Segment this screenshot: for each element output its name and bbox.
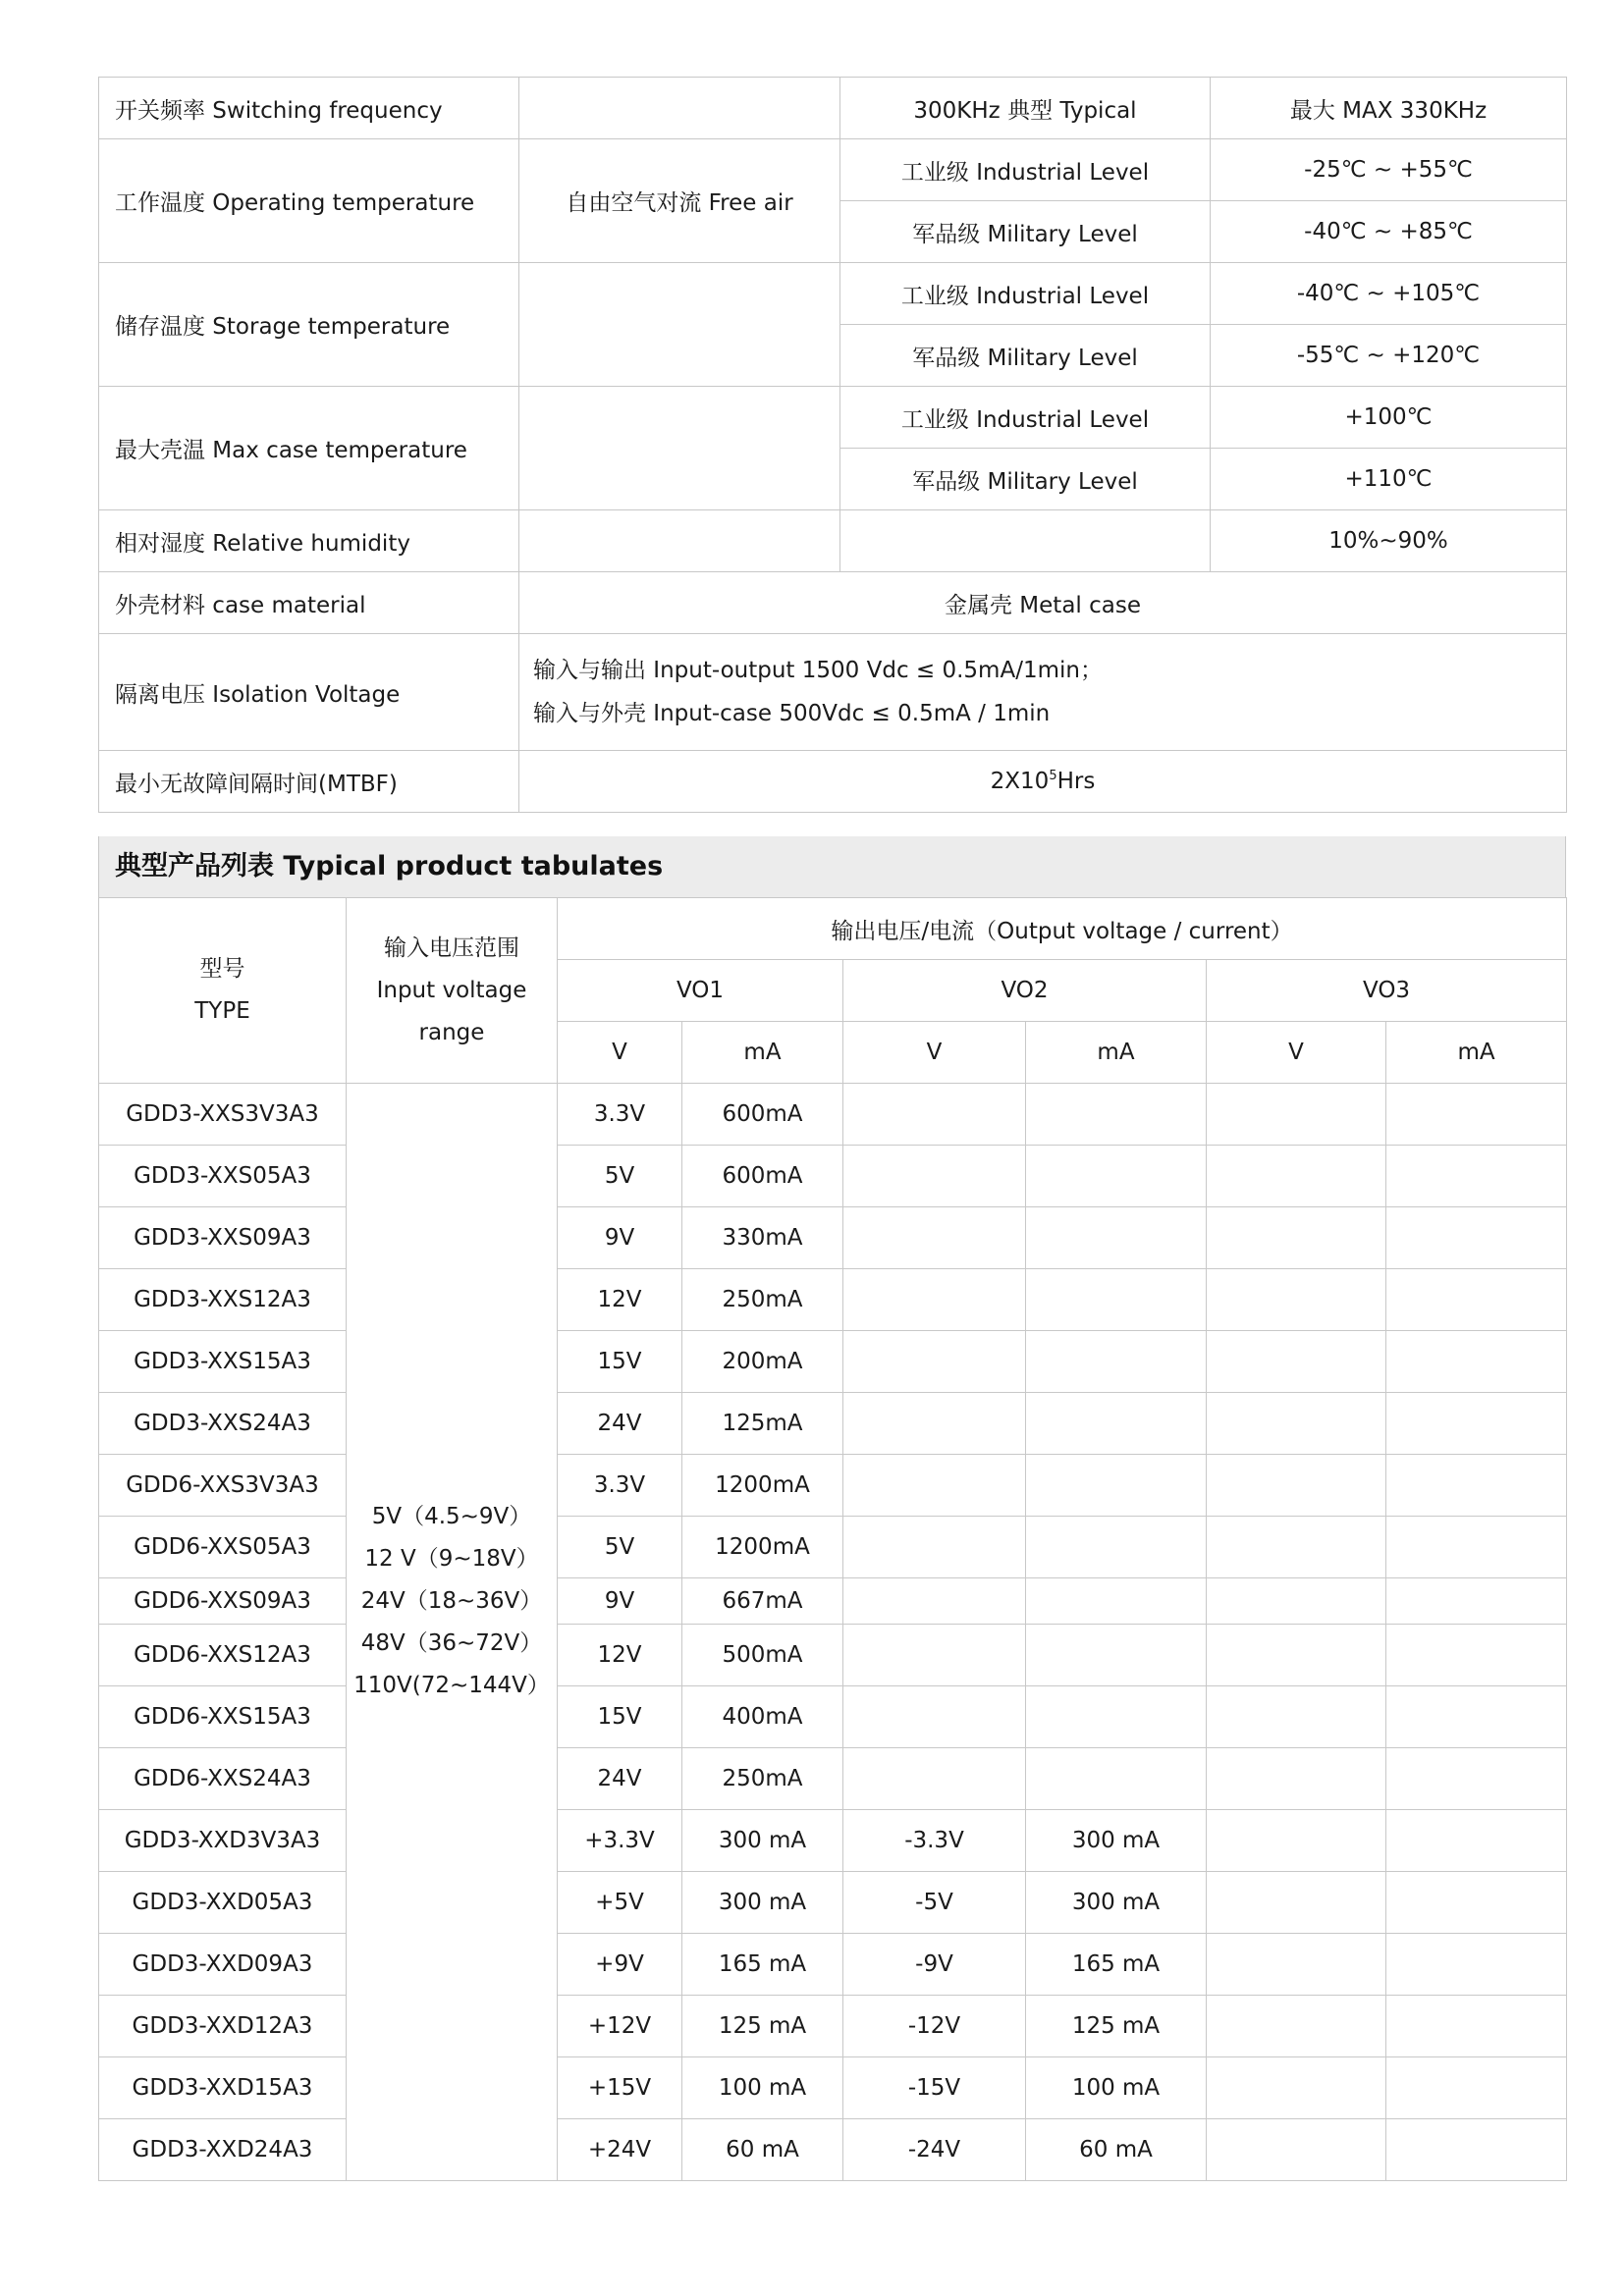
spec-value: -25℃ ~ +55℃ [1211,139,1567,201]
spec-row-operating-temperature [99,139,1567,201]
cell-vo1-ma: 125mA [682,1393,843,1455]
model-type: GDD3-XXD15A3 [99,2057,347,2119]
cell-vo2-v: -3.3V [843,1810,1026,1872]
spec-grade: 军品级 Military Level [840,449,1211,510]
spec-value: -40℃ ~ +105℃ [1211,263,1567,325]
cell-vo3-v [1207,1934,1386,1996]
header-vo2-v: V [843,1022,1026,1084]
cell-vo1-v: 15V [558,1686,682,1748]
cell-vo1-ma: 1200mA [682,1455,843,1517]
table-row [99,1084,1567,1146]
spec-max: 最大 MAX 330KHz [1211,78,1567,139]
spec-empty-cell [519,387,840,510]
cell-vo3-ma [1386,1625,1567,1686]
spec-table [98,77,1567,813]
spec-label: 开关频率 Switching frequency [99,78,519,139]
spec-mtbf-value [519,751,1567,813]
cell-vo2-ma [1026,1686,1207,1748]
cell-vo1-ma: 125 mA [682,1996,843,2057]
model-type: GDD6-XXS24A3 [99,1748,347,1810]
mtbf-base: 2X10 [990,769,1050,794]
spec-row-case-material [99,572,1567,634]
spec-grade: 工业级 Industrial Level [840,139,1211,201]
cell-vo1-v: 9V [558,1578,682,1625]
cell-vo3-ma [1386,1269,1567,1331]
header-vo2-ma: mA [1026,1022,1207,1084]
table-row [99,1748,1567,1810]
cell-vo1-v: +9V [558,1934,682,1996]
cell-vo3-ma [1386,1517,1567,1578]
header-vo1-v: V [558,1022,682,1084]
spec-label: 最大壳温 Max case temperature [99,387,519,510]
cell-vo2-ma [1026,1748,1207,1810]
cell-vo1-ma: 100 mA [682,2057,843,2119]
spec-grade: 工业级 Industrial Level [840,263,1211,325]
cell-vo2-v: -15V [843,2057,1026,2119]
cell-vo2-ma [1026,1455,1207,1517]
spec-label: 储存温度 Storage temperature [99,263,519,387]
spec-isolation-value [519,634,1567,751]
model-type: GDD3-XXS09A3 [99,1207,347,1269]
cell-vo2-v [843,1331,1026,1393]
cell-vo2-v [843,1517,1026,1578]
cell-vo3-v [1207,1996,1386,2057]
cell-vo2-ma: 125 mA [1026,1996,1207,2057]
cell-vo3-v [1207,1625,1386,1686]
table-row [99,1934,1567,1996]
input-range-item: 5V（4.5~9V） [371,1504,532,1529]
cell-vo3-ma [1386,2119,1567,2181]
cell-vo1-v: 5V [558,1517,682,1578]
table-row [99,1810,1567,1872]
cell-vo3-ma [1386,1207,1567,1269]
spec-condition: 自由空气对流 Free air [519,139,840,263]
spec-empty-cell [519,263,840,387]
spec-empty-cell [519,78,840,139]
cell-vo2-ma: 300 mA [1026,1810,1207,1872]
spec-grade: 工业级 Industrial Level [840,387,1211,449]
section-heading: 典型产品列表 Typical product tabulates [98,836,1566,897]
cell-vo1-ma: 250mA [682,1269,843,1331]
input-range-item: 24V（18~36V） [360,1588,543,1614]
spec-value: +110℃ [1211,449,1567,510]
model-type: GDD3-XXS3V3A3 [99,1084,347,1146]
cell-vo2-v [843,1269,1026,1331]
model-type: GDD6-XXS05A3 [99,1517,347,1578]
cell-vo2-v [843,1207,1026,1269]
cell-vo1-v: +15V [558,2057,682,2119]
cell-vo3-v [1207,1084,1386,1146]
spec-label: 外壳材料 case material [99,572,519,634]
cell-vo3-ma [1386,1996,1567,2057]
cell-vo2-ma [1026,1331,1207,1393]
cell-vo1-ma: 300 mA [682,1872,843,1934]
spec-grade: 军品级 Military Level [840,325,1211,387]
cell-vo2-ma: 300 mA [1026,1872,1207,1934]
table-row [99,1578,1567,1625]
cell-vo1-v: +3.3V [558,1810,682,1872]
cell-vo1-v: +5V [558,1872,682,1934]
cell-vo3-v [1207,1146,1386,1207]
model-type: GDD3-XXS12A3 [99,1269,347,1331]
header-vo2: VO2 [843,960,1207,1022]
cell-vo1-v: 12V [558,1625,682,1686]
cell-vo2-ma [1026,1625,1207,1686]
cell-vo3-ma [1386,1578,1567,1625]
header-input-en-2: range [418,1019,485,1045]
cell-vo3-v [1207,1578,1386,1625]
table-row [99,2057,1567,2119]
cell-vo1-v: 24V [558,1748,682,1810]
header-vo3: VO3 [1207,960,1567,1022]
cell-vo2-v [843,1393,1026,1455]
input-voltage-ranges [347,1084,558,2181]
table-row [99,1517,1567,1578]
model-type: GDD3-XXS05A3 [99,1146,347,1207]
cell-vo3-v [1207,1455,1386,1517]
mtbf-exponent: 5 [1049,769,1057,783]
model-type: GDD3-XXD24A3 [99,2119,347,2181]
cell-vo3-v [1207,1810,1386,1872]
spec-value: -55℃ ~ +120℃ [1211,325,1567,387]
header-vo3-ma: mA [1386,1022,1567,1084]
spec-row-relative-humidity [99,510,1567,572]
cell-vo1-v: 24V [558,1393,682,1455]
cell-vo2-v: -5V [843,1872,1026,1934]
cell-vo1-ma: 600mA [682,1146,843,1207]
cell-vo3-v [1207,1331,1386,1393]
cell-vo2-ma [1026,1578,1207,1625]
cell-vo3-ma [1386,1146,1567,1207]
input-range-item: 110V(72~144V） [353,1673,550,1698]
cell-vo2-ma: 100 mA [1026,2057,1207,2119]
cell-vo1-ma: 600mA [682,1084,843,1146]
cell-vo1-ma: 60 mA [682,2119,843,2181]
spec-label: 工作温度 Operating temperature [99,139,519,263]
cell-vo1-v: 12V [558,1269,682,1331]
model-type: GDD3-XXD12A3 [99,1996,347,2057]
cell-vo2-ma [1026,1393,1207,1455]
cell-vo2-ma: 165 mA [1026,1934,1207,1996]
cell-vo3-v [1207,1269,1386,1331]
header-vo3-v: V [1207,1022,1386,1084]
cell-vo2-ma [1026,1517,1207,1578]
cell-vo2-v [843,1686,1026,1748]
header-vo1-ma: mA [682,1022,843,1084]
header-type-en: TYPE [194,998,250,1024]
spec-row-storage-temperature [99,263,1567,325]
isolation-line-2: 输入与外壳 Input-case 500Vdc ≤ 0.5mA / 1min [533,701,1051,726]
table-row [99,1207,1567,1269]
cell-vo3-ma [1386,1810,1567,1872]
spec-value: 10%~90% [1211,510,1567,572]
model-type: GDD6-XXS15A3 [99,1686,347,1748]
header-input-en-1: Input voltage [376,977,527,1003]
isolation-line-1: 输入与输出 Input-output 1500 Vdc ≤ 0.5mA/1min； [533,658,1103,683]
header-type [99,898,347,1084]
spec-row-switching-frequency [99,78,1567,139]
cell-vo3-ma [1386,1872,1567,1934]
spec-row-max-case-temperature [99,387,1567,449]
model-type: GDD6-XXS09A3 [99,1578,347,1625]
model-type: GDD3-XXS15A3 [99,1331,347,1393]
header-input-cn: 输入电压范围 [384,934,519,961]
header-input [347,898,558,1084]
model-type: GDD3-XXD09A3 [99,1934,347,1996]
cell-vo3-v [1207,1517,1386,1578]
cell-vo1-v: 5V [558,1146,682,1207]
table-row [99,1872,1567,1934]
cell-vo2-ma [1026,1207,1207,1269]
input-range-item: 48V（36~72V） [360,1630,543,1656]
table-row [99,1146,1567,1207]
cell-vo2-ma [1026,1084,1207,1146]
table-row [99,1686,1567,1748]
cell-vo2-v: -9V [843,1934,1026,1996]
spec-typical: 300KHz 典型 Typical [840,78,1211,139]
spec-value: +100℃ [1211,387,1567,449]
cell-vo3-ma [1386,1934,1567,1996]
spec-grade: 军品级 Military Level [840,201,1211,263]
cell-vo3-v [1207,1207,1386,1269]
model-type: GDD3-XXD05A3 [99,1872,347,1934]
model-type: GDD3-XXS24A3 [99,1393,347,1455]
spec-empty-cell [840,510,1211,572]
spec-value: -40℃ ~ +85℃ [1211,201,1567,263]
cell-vo3-ma [1386,2057,1567,2119]
cell-vo1-v: +24V [558,2119,682,2181]
cell-vo2-v: -24V [843,2119,1026,2181]
cell-vo2-v [843,1455,1026,1517]
header-output: 输出电压/电流（Output voltage / current） [558,898,1567,960]
spec-row-mtbf [99,751,1567,813]
cell-vo2-v: -12V [843,1996,1026,2057]
header-row-1 [99,898,1567,960]
spec-row-isolation-voltage [99,634,1567,751]
spec-value: 金属壳 Metal case [519,572,1567,634]
spec-empty-cell [519,510,840,572]
cell-vo1-ma: 500mA [682,1625,843,1686]
cell-vo2-v [843,1748,1026,1810]
spec-label: 隔离电压 Isolation Voltage [99,634,519,751]
cell-vo2-v [843,1625,1026,1686]
table-row [99,1331,1567,1393]
cell-vo3-ma [1386,1748,1567,1810]
cell-vo3-v [1207,1748,1386,1810]
table-row [99,1393,1567,1455]
cell-vo1-v: 15V [558,1331,682,1393]
cell-vo1-ma: 1200mA [682,1517,843,1578]
spec-label: 最小无故障间隔时间(MTBF) [99,751,519,813]
cell-vo1-ma: 165 mA [682,1934,843,1996]
cell-vo1-v: 3.3V [558,1455,682,1517]
model-type: GDD6-XXS3V3A3 [99,1455,347,1517]
cell-vo3-ma [1386,1331,1567,1393]
cell-vo3-ma [1386,1455,1567,1517]
cell-vo3-v [1207,1872,1386,1934]
cell-vo1-ma: 250mA [682,1748,843,1810]
table-row [99,1455,1567,1517]
cell-vo1-ma: 300 mA [682,1810,843,1872]
cell-vo1-ma: 667mA [682,1578,843,1625]
cell-vo2-v [843,1578,1026,1625]
mtbf-unit: Hrs [1056,769,1096,794]
input-range-item: 12 V（9~18V） [364,1546,539,1572]
cell-vo2-ma [1026,1146,1207,1207]
cell-vo2-ma [1026,1269,1207,1331]
cell-vo3-ma [1386,1393,1567,1455]
table-row [99,2119,1567,2181]
header-vo1: VO1 [558,960,843,1022]
table-row [99,1996,1567,2057]
cell-vo2-v [843,1146,1026,1207]
table-row [99,1625,1567,1686]
cell-vo1-ma: 400mA [682,1686,843,1748]
cell-vo2-v [843,1084,1026,1146]
model-type: GDD6-XXS12A3 [99,1625,347,1686]
cell-vo1-ma: 200mA [682,1331,843,1393]
header-type-cn: 型号 [199,956,245,982]
cell-vo2-ma: 60 mA [1026,2119,1207,2181]
cell-vo1-v: 3.3V [558,1084,682,1146]
cell-vo3-v [1207,2057,1386,2119]
cell-vo1-v: +12V [558,1996,682,2057]
cell-vo3-v [1207,2119,1386,2181]
product-table [98,897,1567,2181]
cell-vo1-ma: 330mA [682,1207,843,1269]
cell-vo3-ma [1386,1686,1567,1748]
table-row [99,1269,1567,1331]
cell-vo3-v [1207,1686,1386,1748]
spec-label: 相对湿度 Relative humidity [99,510,519,572]
cell-vo3-ma [1386,1084,1567,1146]
model-type: GDD3-XXD3V3A3 [99,1810,347,1872]
cell-vo1-v: 9V [558,1207,682,1269]
cell-vo3-v [1207,1393,1386,1455]
